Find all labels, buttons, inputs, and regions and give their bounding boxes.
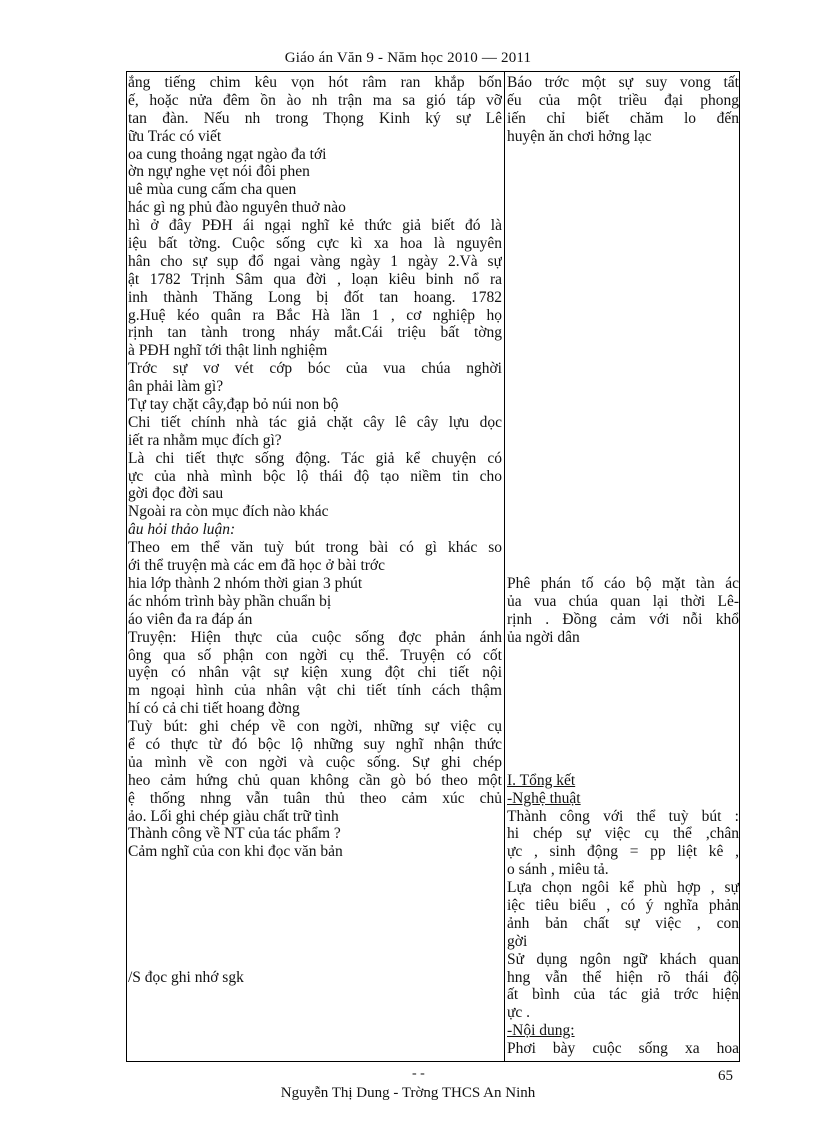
right-column-line	[507, 700, 739, 718]
right-column-line: Phơi bày cuộc sống xa hoa	[507, 1040, 739, 1058]
left-column-line: heo cảm hứng chủ quan không cần gò bó theo một	[128, 771, 502, 789]
left-column-line	[128, 861, 502, 879]
left-column-line: inh thành Thăng Long bị đốt tan hoang. 1782	[128, 288, 502, 306]
left-column-line: ới thể truyện mà các em đã học ở bài trớc	[128, 557, 385, 575]
left-column-line: ờn ngự nghe vẹt nói đôi phen	[128, 163, 310, 181]
left-column-line: Tự tay chặt cây,đạp bỏ núi non bộ	[128, 396, 339, 414]
right-column-line	[507, 521, 739, 539]
right-column-line	[507, 718, 739, 736]
right-column-line	[507, 414, 739, 432]
right-column-line	[507, 324, 739, 342]
right-column-line	[507, 682, 739, 700]
right-column-line: ực , sinh động = pp liệt kê ,	[507, 843, 739, 861]
left-column-line	[128, 879, 502, 897]
right-column-line	[507, 163, 739, 181]
left-column-line: ể có thực từ đó bộc lộ những suy nghĩ nhận thức	[128, 735, 502, 753]
right-column-line	[507, 271, 739, 289]
left-column-line	[128, 933, 502, 951]
footer-author-line: Nguyễn Thị Dung - Trờng THCS An Ninh	[280, 1085, 536, 1101]
right-column-line	[507, 557, 739, 575]
left-column-line	[128, 951, 502, 969]
left-column-line: áo viên đa ra đáp án	[128, 610, 253, 628]
right-column-line	[507, 378, 739, 396]
right-column-line	[507, 396, 739, 414]
page-number: 65	[718, 1068, 733, 1084]
left-column	[128, 74, 502, 986]
left-column-line: ủa mình về con ngời và cuộc sống. Sự ghi chép	[128, 753, 502, 771]
page-header: Giáo án Văn 9 - Năm học 2010 — 2011	[284, 50, 532, 66]
left-column-line: iết ra nhằm mục đích gì?	[128, 431, 282, 449]
left-column-line: hí có cả chi tiết hoang đờng	[128, 700, 300, 718]
lesson-table	[126, 72, 740, 1062]
left-column-line: hân cho sự sụp đổ ngai vàng ngày 1 ngày 2.Và sự	[128, 252, 502, 270]
right-column-line: o sánh , miêu tả.	[507, 861, 609, 879]
right-column-line	[507, 342, 739, 360]
left-column-line: iệu bất tờng. Cuộc sống cực kì xa hoa là nguyên	[128, 235, 502, 253]
right-column-line: rịnh . Đồng cảm với nỗi khổ	[507, 610, 739, 628]
right-column-line: ảnh bản chất sự việc , con	[507, 914, 739, 932]
left-column-line: Theo em thể văn tuỳ bút trong bài có gì khác so	[128, 539, 502, 557]
right-column-line	[507, 307, 739, 325]
left-column-line: oa cung thoảng ngạt ngào đa tới	[128, 145, 327, 163]
left-column-line: à PĐH nghĩ tới thật linh nghiệm	[128, 342, 328, 360]
right-column-line	[507, 539, 739, 557]
left-column-line: ân phải làm gì?	[128, 378, 224, 396]
left-column-line: uê mùa cung cấm cha quen	[128, 181, 297, 199]
right-column-line	[507, 217, 739, 235]
left-column-line: ông qua số phận con ngời cụ thể. Truyện có cốt	[128, 646, 502, 664]
left-column-line: ực của nhà mình bộc lộ thái độ tạo niềm tin cho	[128, 467, 502, 485]
left-column-line: Tuỳ bút: ghi chép về con ngời, những sự việc cụ	[128, 718, 502, 736]
right-column-line	[507, 664, 739, 682]
right-column-line: ực .	[507, 1004, 531, 1022]
right-column-line: I. Tổng kết	[507, 771, 576, 789]
right-column-line: ủa ngời dân	[507, 628, 580, 646]
right-column-line: Báo trớc một sự suy vong tất	[507, 74, 739, 91]
right-column-line: gời	[507, 932, 528, 950]
right-column-line	[507, 253, 739, 271]
left-column-line: ế, hoặc nửa đêm ồn ào nh trận ma sa gió táp vỡ	[128, 91, 502, 109]
right-column-line	[507, 360, 739, 378]
right-column-line	[507, 503, 739, 521]
left-column-line: ệ thống nhng vẫn tuân thủ theo cảm xúc chủ	[128, 789, 502, 807]
right-column-line: Lựa chọn ngôi kể phù hợp , sự	[507, 879, 739, 897]
left-column-line: /S đọc ghi nhớ sgk	[128, 968, 244, 986]
left-column-line: gời đọc đời sau	[128, 485, 224, 503]
left-column-line: Là chi tiết thực sống động. Tác giả kể chuyện có	[128, 449, 502, 467]
left-column-line: ật 1782 Trịnh Sâm qua đời , loạn kiêu binh nổ ra	[128, 270, 502, 288]
right-column	[507, 74, 739, 1058]
right-column-line	[507, 647, 739, 665]
footer-marks: - -	[412, 1066, 425, 1081]
right-column-line	[507, 754, 739, 772]
left-column-line: âu hỏi thảo luận:	[128, 521, 236, 539]
left-column-line: Cảm nghĩ của con khi đọc văn bản	[128, 843, 343, 861]
left-column-line: hì ở đây PĐH ái ngại nghĩ kẻ thức giả biết đó là	[128, 217, 502, 235]
right-column-line: Phê phán tố cáo bộ mặt tàn ác	[507, 574, 739, 592]
right-column-line: hi chép sự việc cụ thể ,chân	[507, 825, 739, 843]
right-column-line: -Nội dung:	[507, 1022, 575, 1040]
left-column-line: g.Huệ kéo quân ra Bắc Hà lần 1 , cơ nghiệp họ	[128, 306, 502, 324]
right-column-line	[507, 432, 739, 450]
right-column-line: Thành công với thể tuỳ bút :	[507, 807, 739, 825]
left-column-line: rịnh tan tành trong nháy mắt.Cái triệu bất tờng	[128, 324, 502, 342]
right-column-line	[507, 450, 739, 468]
left-column-line	[128, 897, 502, 915]
right-column-line	[507, 485, 739, 503]
right-column-line: ủa vua chúa quan lại thời Lê-	[507, 592, 739, 610]
left-column-line: Trớc sự vơ vét cớp bóc của vua chúa nghời	[128, 360, 502, 378]
right-column-line: -Nghệ thuật	[507, 789, 581, 807]
left-column-line: Ngoài ra còn mục đích nào khác	[128, 503, 329, 521]
right-column-line: iến chỉ biết chăm lo đến	[507, 109, 739, 127]
left-column-line: m ngoại hình của nhân vật chi tiết tính cách thậm	[128, 682, 502, 700]
left-column-line: ác nhóm trình bày phần chuẩn bị	[128, 592, 332, 610]
left-column-line: tan đàn. Nếu nh trong Thọng Kinh ký sự Lê	[128, 109, 502, 127]
left-column-line: Thành công về NT của tác phẩm ?	[128, 825, 341, 843]
right-column-line: iệc tiêu biểu , có ý nghĩa phản	[507, 896, 739, 914]
right-column-line	[507, 736, 739, 754]
left-column-line: ắng tiếng chim kêu vọn hót râm ran khắp bốn	[128, 74, 502, 91]
right-column-line	[507, 199, 739, 217]
right-column-line	[507, 468, 739, 486]
right-column-line: huyện ăn chơi hởng lạc	[507, 127, 652, 145]
right-column-line: hng vẫn thể hiện rõ thái độ	[507, 968, 739, 986]
left-column-line: hia lớp thành 2 nhóm thời gian 3 phút	[128, 574, 363, 592]
left-column-line: hác gì ng phủ đào nguyên thuở nào	[128, 199, 346, 217]
right-column-line	[507, 235, 739, 253]
right-column-line	[507, 289, 739, 307]
left-column-line: uyện có nhân vật sự kiện xung đột chi tiết nội	[128, 664, 502, 682]
right-column-line: Sử dụng ngôn ngữ khách quan	[507, 950, 739, 968]
column-divider	[504, 72, 505, 1061]
right-column-line: ất bình của tác giả trớc hiện	[507, 986, 739, 1004]
right-column-line	[507, 146, 739, 164]
left-column-line	[128, 915, 502, 933]
left-column-line: Chi tiết chính nhà tác giả chặt cây lê cây lựu dọc	[128, 413, 502, 431]
left-column-line: ảo. Lối ghi chép giàu chất trữ tình	[128, 807, 339, 825]
right-column-line	[507, 181, 739, 199]
left-column-line: ữu Trác có viết	[128, 127, 222, 145]
left-column-line: Truyện: Hiện thực của cuộc sống đợc phản ánh	[128, 628, 502, 646]
right-column-line: ếu của một triều đại phong	[507, 91, 739, 109]
